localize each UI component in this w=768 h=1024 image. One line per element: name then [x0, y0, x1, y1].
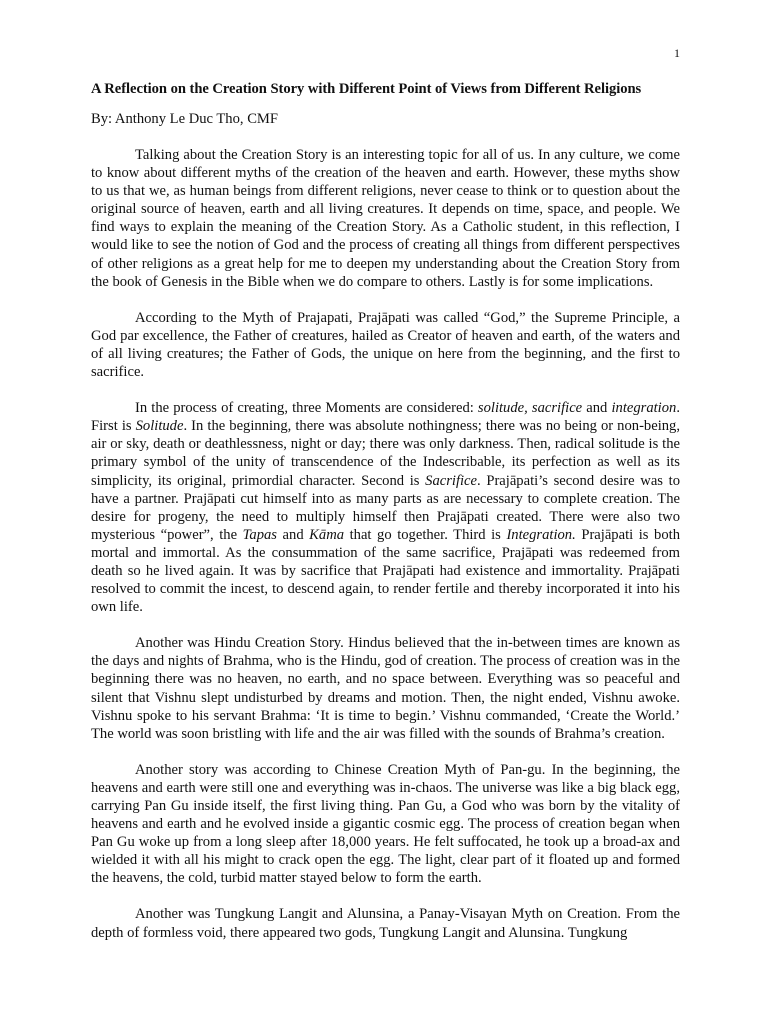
- text-run: and: [582, 400, 612, 417]
- paragraph-intro: Talking about the Creation Story is an interesting topic for all of us. In any culture, we come to know about different myths of the creation of the heaven and earth. However, these myths show to us that we, as human beings from different religions, never cease to think or to question about the original source of heaven, earth and all living creatures. It depends on time, space, and people. We find ways to explain the meaning of the Creation Story. As a Catholic student, in this reflection, I would like to see the notion of God and the process of creating all things from different perspectives of other religions as a great help for me to deepen my understanding about the Creation Story from the book of Genesis in the Bible when we do compare to others. Lastly is for some implications.: [91, 147, 680, 290]
- text-run: . In the beginning, there was absolute nothingness; there was no being or non-being, air or sky, death or deathlessness, night or day; there was only darkness. Then, radical solitude is the primary symbol of the unity of transcendence of the Indescribable, its perfection as well as its simplicity, its original, primordial character. Second is: [91, 418, 681, 489]
- italic-solitude: solitude,: [477, 400, 528, 417]
- paragraph-three-moments: [91, 399, 680, 616]
- italic-integration: integration: [611, 400, 677, 417]
- document-title: A Reflection on the Creation Story with Different Point of Views from Different Religions: [91, 81, 642, 97]
- text-run: that go together. Third is: [344, 526, 507, 543]
- italic-integration-heading: Integration.: [506, 526, 576, 543]
- author-byline: By: Anthony Le Duc Tho, CMF: [91, 111, 279, 127]
- text-run: and: [276, 526, 310, 543]
- paragraph-tungkung: Another was Tungkung Langit and Alunsina, a Panay-Visayan Myth on Creation. From the depth of formless void, there appeared two gods, Tungkung Langit and Alunsina. Tungkung: [91, 906, 680, 941]
- italic-solitude-heading: Solitude: [135, 418, 184, 435]
- paragraph-pangu: Another story was according to Chinese Creation Myth of Pan-gu. In the beginning, the heavens and earth were still one and everything was in-chaos. The universe was like a big black egg, carrying Pan Gu inside itself, the first living thing. Pan Gu, a God who was born by the vitality of heavens and earth and he evolved inside a gigantic cosmic egg. The process of creation began when Pan Gu woke up from a long sleep after 18,000 years. He felt suffocated, he took up a broad-ax and wielded it with all his might to crack open the egg. The light, clear part of it floated up and formed the heavens, the cold, turbid matter stayed below to form the earth.: [91, 761, 680, 887]
- italic-kama: Kāma: [309, 526, 345, 543]
- text-run: . First is: [91, 400, 680, 435]
- italic-sacrifice-heading: Sacrifice: [425, 472, 478, 489]
- page-number: 1: [674, 46, 680, 60]
- paragraph-prajapati: According to the Myth of Prajapati, Prajāpati was called “God,” the Supreme Principle, a God par excellence, the Father of creatures, hailed as Creator of heaven and earth, of the waters and of all living creatures; the Father of Gods, the unique on here from the beginning, and the first to sacrifice.: [91, 309, 680, 381]
- text-run: . Prajāpati’s second desire was to have a partner. Prajāpati cut himself into as many parts as are necessary to complete creation. The desire for progeny, the need to multiply himself then Prajāpati created. There were also two mysterious “power”, the: [91, 472, 680, 543]
- italic-sacrifice: sacrifice: [531, 400, 583, 417]
- italic-tapas: Tapas: [242, 526, 277, 543]
- text-run: In the process of creating, three Moments are considered:: [135, 400, 478, 417]
- paragraph-hindu: Another was Hindu Creation Story. Hindus believed that the in-between times are known as the days and nights of Brahma, who is the Hindu, god of creation. The process of creation was in the beginning there was no heaven, no earth, and no space between. Everything was so peaceful and silent that Vishnu slept undisturbed by dreams and motion. Then, the night ended, Vishnu awoke. Vishnu spoke to his servant Brahma: ‘It is time to begin.’ Vishnu commanded, ‘Create the World.’ The world was soon bristling with life and the air was filled with the sounds of Brahma’s creation.: [91, 635, 680, 742]
- text-run: Prajāpati is both mortal and immortal. As the consummation of the same sacrifice, Prajāpati was redeemed from death so he lived again. It was by sacrifice that Prajāpati had existence and immortality. Prajāpati resolved to commit the incest, to descend again, to render fertile and thereby incorporated it into his own life.: [91, 526, 680, 616]
